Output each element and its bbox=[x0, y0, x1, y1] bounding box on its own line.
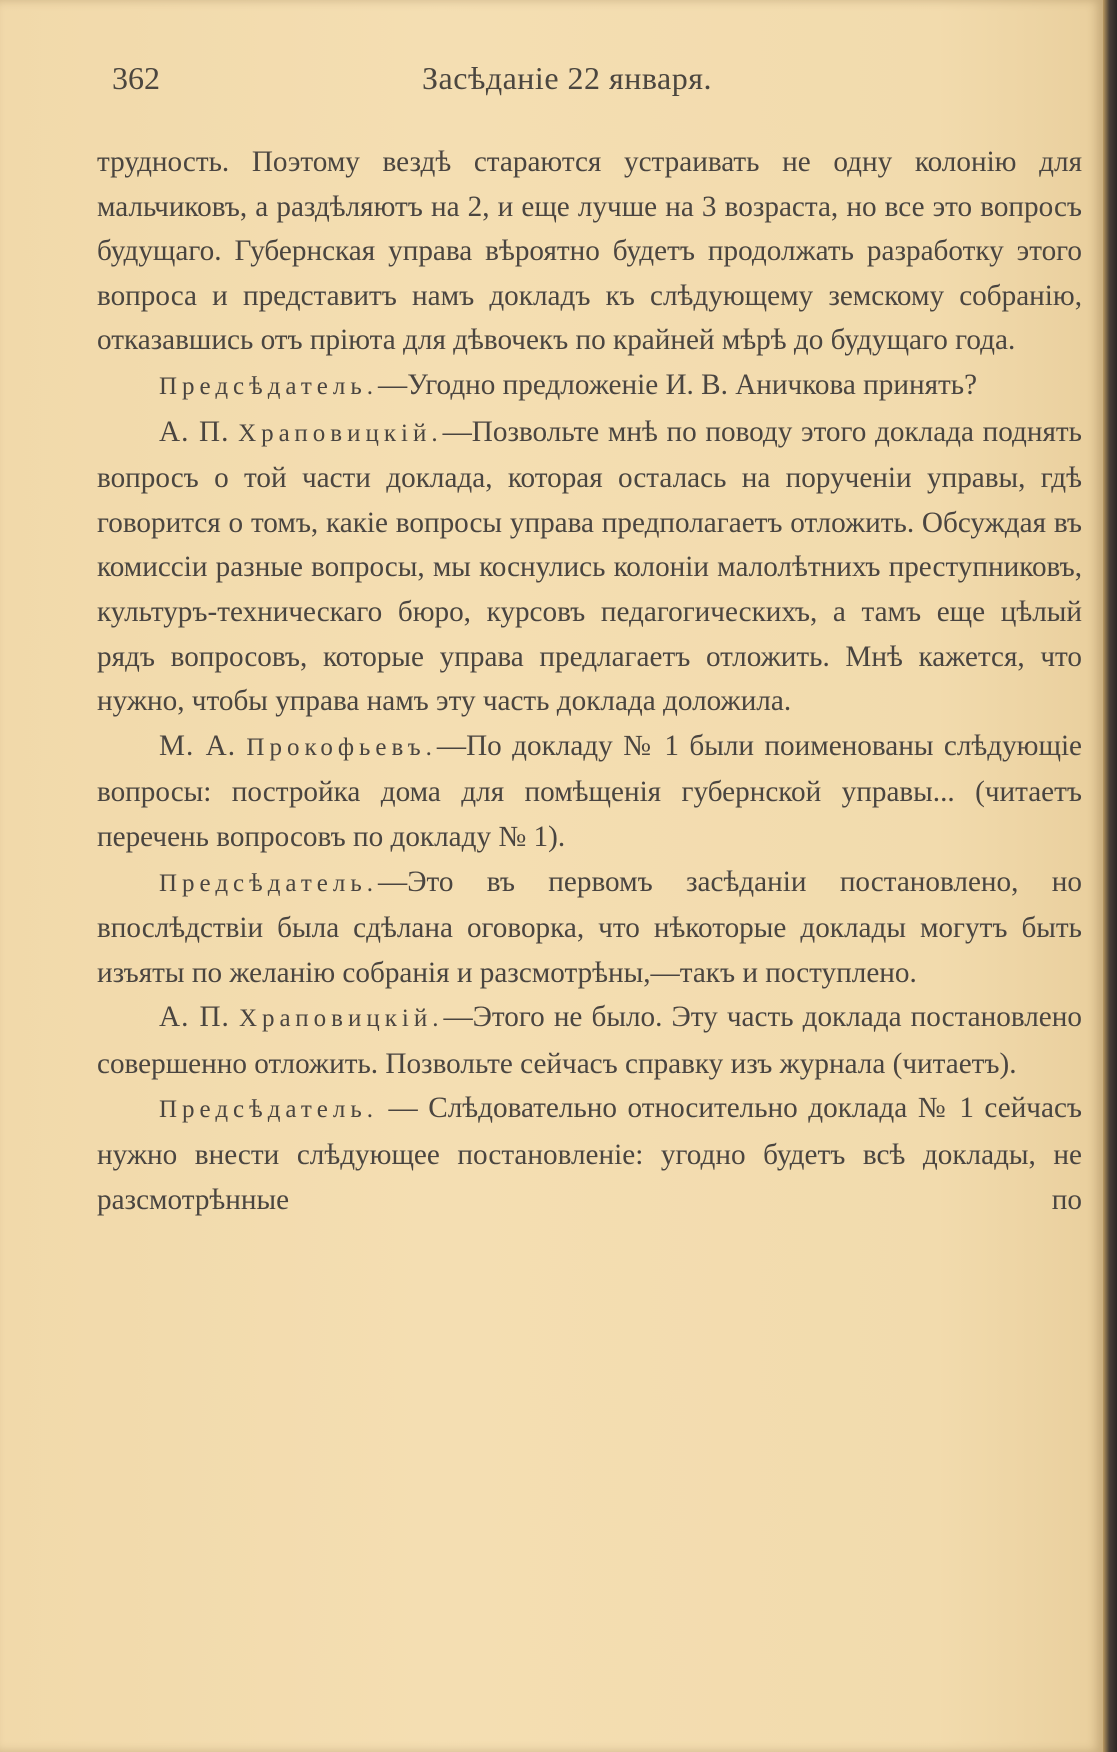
paragraph-5 bbox=[97, 860, 1082, 996]
speaker-name: Храповицкій. bbox=[238, 1005, 444, 1033]
speaker-name: Прокофьевъ. bbox=[246, 733, 437, 761]
speaker-name: Предсѣдатель. bbox=[159, 1096, 379, 1124]
speaker-name: Предсѣдатель. bbox=[159, 372, 379, 400]
paragraph-7 bbox=[97, 1086, 1082, 1222]
paragraph-1 bbox=[97, 140, 1082, 363]
speaker-name: Храповицкій. bbox=[238, 419, 443, 447]
speaker-name: Предсѣдатель. bbox=[159, 869, 379, 897]
paragraph-2 bbox=[97, 363, 1082, 410]
paragraph-4 bbox=[97, 724, 1082, 860]
speaker-initials: А. П. bbox=[159, 415, 230, 448]
body-text bbox=[97, 140, 1082, 1222]
paragraph-text: —Позвольте мнѣ по поводу этого доклада поднять вопросъ о той части доклада, которая осталась на порученіи управы, гдѣ говорится о томъ, какіе вопросы управа предполагаетъ отложить. Обсуждая въ комиссіи разные вопросы, мы коснулись колоніи малолѣтнихъ преступниковъ, культуръ-техническаго бюро, курсовъ педагогическихъ, а тамъ еще цѣлый рядъ вопросовъ, которые управа предлагаетъ отложить. Мнѣ кажется, что нужно, чтобы управа намъ эту часть доклада доложила. bbox=[97, 415, 1082, 718]
paragraph-text: трудность. Поэтому вездѣ стараются устраивать не одну колонію для мальчиковъ, а раздѣляютъ на 2, и еще лучше на 3 возраста, но все это вопросъ будущаго. Губернская управа вѣроятно будетъ продолжать разработку этого вопроса и представитъ намъ докладъ къ слѣдующему земскому собранію, отказавшись отъ пріюта для дѣвочекъ по крайней мѣрѣ до будущаго года. bbox=[97, 146, 1082, 357]
paragraph-text: —Угодно предложеніе И. В. Аничкова принять? bbox=[378, 368, 978, 401]
paragraph-text: —По докладу № 1 были поименованы слѣдующіе вопросы: постройка дома для помѣщенія губернской управы... (читаетъ перечень вопросовъ по докладу № 1). bbox=[97, 729, 1083, 853]
paragraph-text: — Слѣдовательно относительно доклада № 1 сейчасъ нужно внести слѣдующее постановленіе: угодно будетъ всѣ доклады, не разсмотрѣнные по bbox=[97, 1092, 1082, 1216]
paragraph-6 bbox=[97, 995, 1082, 1086]
page-edge-shadow bbox=[1103, 0, 1117, 1752]
page-number: 362 bbox=[112, 60, 160, 96]
page-header bbox=[112, 60, 1082, 106]
paragraph-text: —Этого не было. Эту часть доклада постановлено совершенно отложить. Позвольте сейчасъ справку изъ журнала (читаетъ). bbox=[97, 1001, 1082, 1080]
paragraph-3 bbox=[97, 410, 1082, 724]
speaker-initials: А. П. bbox=[159, 1001, 230, 1034]
running-head: Засѣданіе 22 января. bbox=[422, 60, 712, 96]
paragraph-text: —Это въ первомъ засѣданіи постановлено, но впослѣдствіи была сдѣлана оговорка, что нѣкоторые доклады могутъ быть изъяты по желанію собранія и разсмотрѣны,—такъ и поступлено. bbox=[97, 865, 1082, 989]
speaker-initials: М. А. bbox=[159, 729, 237, 762]
